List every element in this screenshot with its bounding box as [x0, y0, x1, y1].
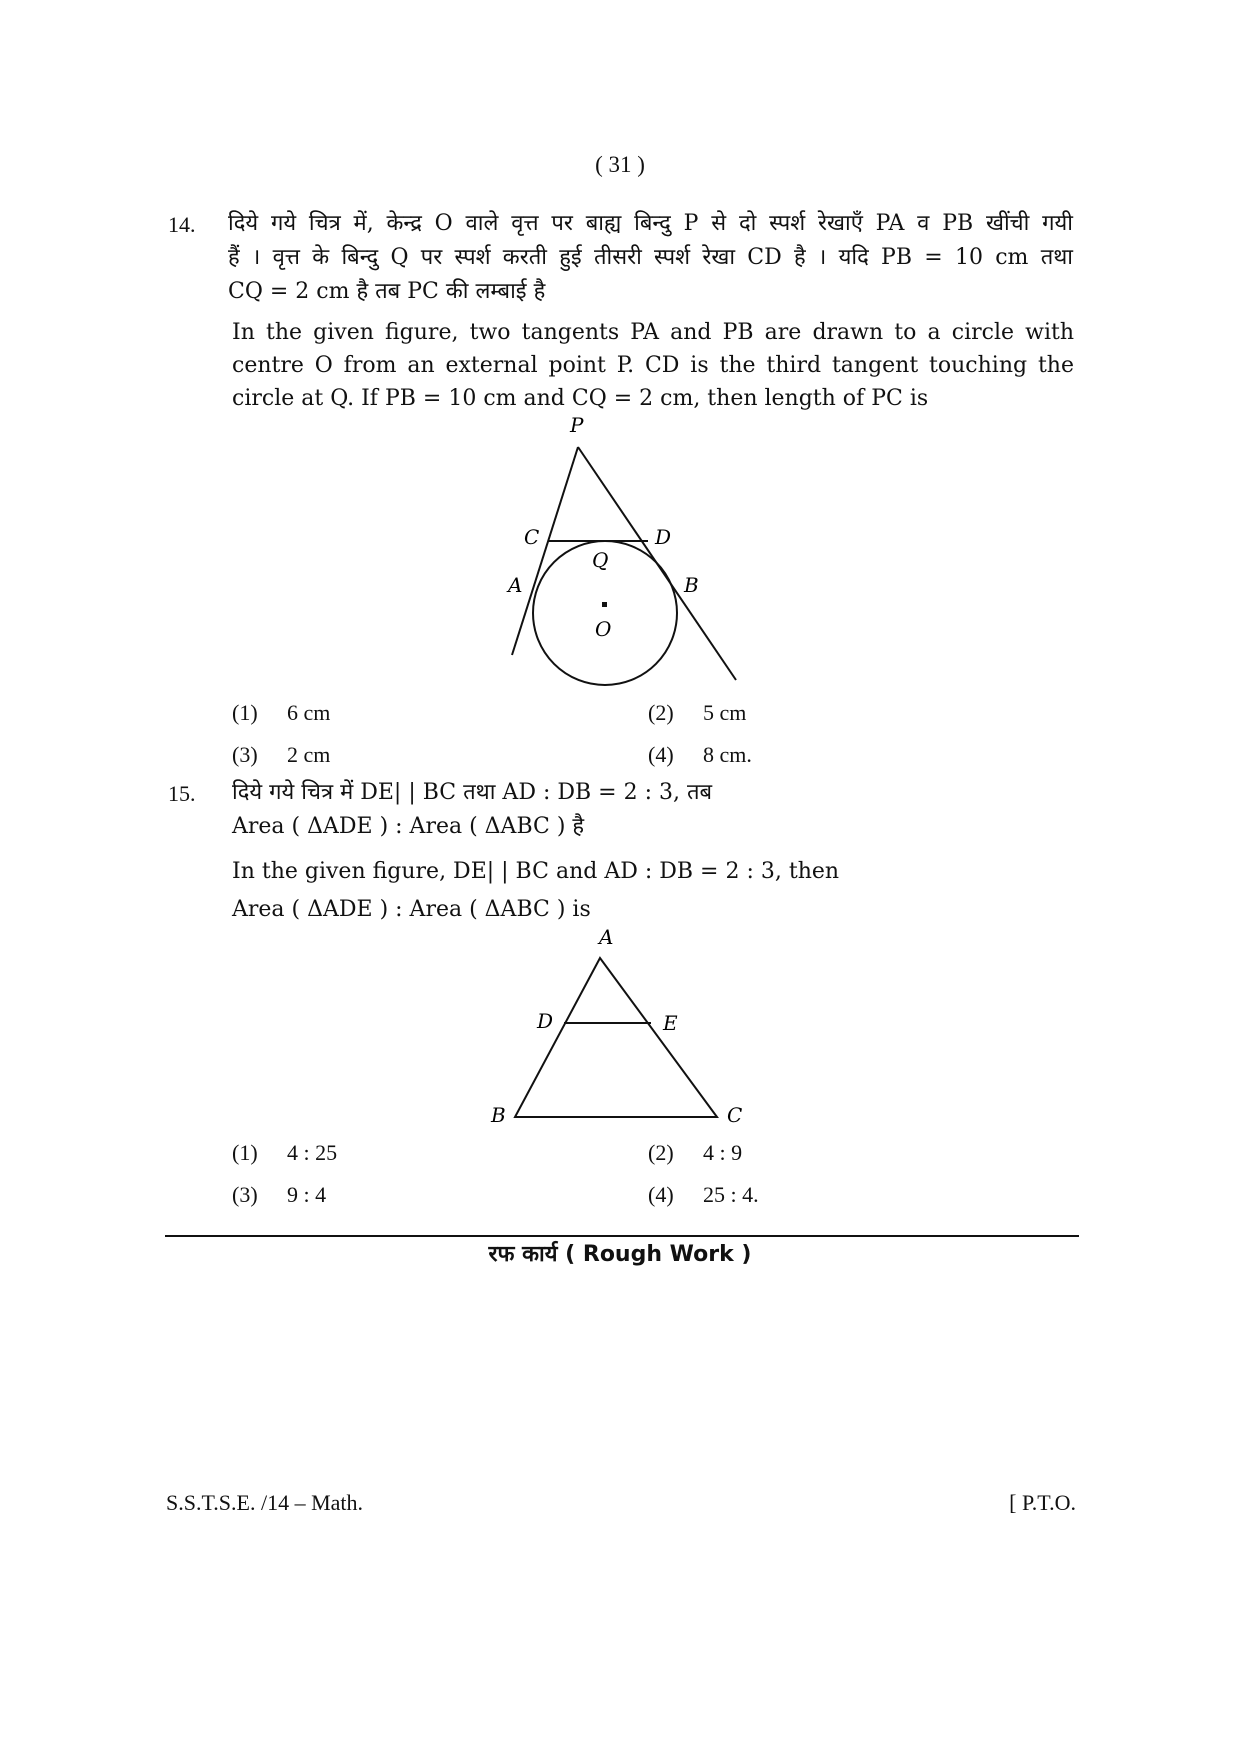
label-o: O — [595, 617, 612, 641]
q14-hindi-line-2: हैं । वृत्त के बिन्दु Q पर स्पर्श करती हुई तीसरी स्पर्श रेखा CD है । यदि PB = 10 cm तथा — [228, 245, 1073, 270]
rough-work-divider — [165, 1235, 1079, 1237]
q14-option-1[interactable] — [232, 700, 330, 726]
q15-option-2[interactable] — [648, 1140, 742, 1166]
label-a: A — [599, 925, 614, 949]
option-text: 2 cm — [287, 742, 331, 767]
q14-english-text — [232, 316, 1074, 415]
option-text: 4 : 25 — [287, 1140, 338, 1165]
option-number: (2) — [648, 700, 674, 725]
triangle-abc — [515, 958, 717, 1117]
option-text: 25 : 4. — [703, 1182, 759, 1207]
q14-english-line-2: centre O from an external point P. CD is the third tangent touching the — [232, 353, 1074, 378]
label-q: Q — [592, 548, 609, 572]
label-p: P — [570, 413, 584, 437]
option-text: 5 cm — [703, 700, 747, 725]
q14-number: 14. — [168, 212, 196, 237]
option-number: (4) — [648, 742, 674, 767]
q14-option-2[interactable] — [648, 700, 746, 726]
q15-hindi-text — [232, 776, 1052, 844]
q15-english-line-1: In the given figure, DE| | BC and AD : DB = 2 : 3, then — [232, 859, 840, 884]
q14-english-line-3: circle at Q. If PB = 10 cm and CQ = 2 cm, then length of PC is — [232, 386, 929, 411]
label-a: A — [508, 573, 523, 597]
option-number: (3) — [232, 742, 258, 767]
option-number: (4) — [648, 1182, 674, 1207]
q15-number: 15. — [168, 781, 196, 806]
q14-hindi-text — [228, 207, 1073, 309]
q15-hindi-line-2: Area ( ΔADE ) : Area ( ΔABC ) है — [232, 814, 585, 839]
label-b: B — [684, 573, 699, 597]
option-text: 9 : 4 — [287, 1182, 327, 1207]
label-c: C — [524, 525, 540, 549]
option-number: (1) — [232, 700, 258, 725]
label-d: D — [537, 1009, 554, 1033]
centre-o-dot — [602, 602, 607, 607]
q14-option-3[interactable] — [232, 742, 330, 768]
q14-circle-tangent-figure — [490, 410, 750, 690]
q15-option-3[interactable] — [232, 1182, 326, 1208]
label-e: E — [663, 1011, 678, 1035]
label-b: B — [491, 1103, 506, 1127]
option-text: 8 cm. — [703, 742, 752, 767]
q15-english-line-2: Area ( ΔADE ) : Area ( ΔABC ) is — [232, 897, 591, 922]
footer-pto: [ P.T.O. — [1009, 1490, 1076, 1515]
q15-option-4[interactable] — [648, 1182, 759, 1208]
q14-english-line-1: In the given figure, two tangents PA and PB are drawn to a circle with — [232, 320, 1074, 345]
page-number: ( 31 ) — [595, 152, 645, 177]
q14-hindi-line-3: CQ = 2 cm है तब PC की लम्बाई है — [228, 279, 546, 304]
q15-english-text — [232, 853, 1052, 929]
q15-hindi-line-1: दिये गये चित्र में DE| | BC तथा AD : DB = 2 : 3, तब — [232, 780, 713, 805]
rough-work-heading: रफ कार्य ( Rough Work ) — [488, 1242, 752, 1267]
label-c: C — [727, 1103, 743, 1127]
q15-option-1[interactable] — [232, 1140, 337, 1166]
q15-triangle-figure — [485, 920, 765, 1130]
option-number: (3) — [232, 1182, 258, 1207]
option-text: 6 cm — [287, 700, 331, 725]
option-number: (1) — [232, 1140, 258, 1165]
q14-option-4[interactable] — [648, 742, 752, 768]
q14-hindi-line-1: दिये गये चित्र में, केन्द्र O वाले वृत्त पर बाह्य बिन्दु P से दो स्पर्श रेखाएँ PA व PB खींची गयी — [228, 211, 1073, 236]
option-number: (2) — [648, 1140, 674, 1165]
label-d: D — [655, 525, 672, 549]
option-text: 4 : 9 — [703, 1140, 743, 1165]
footer-paper-code: S.S.T.S.E. /14 – Math. — [166, 1490, 364, 1515]
